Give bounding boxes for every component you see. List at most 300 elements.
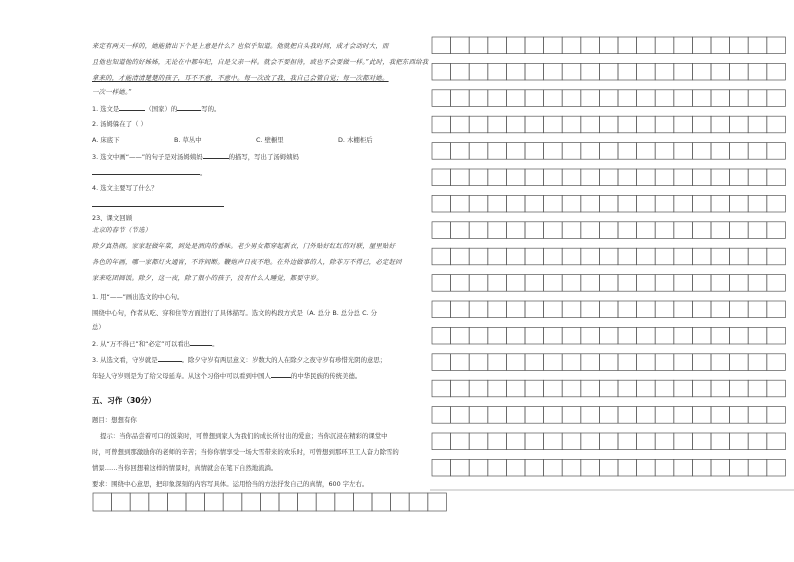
grid-cell[interactable]: [506, 327, 525, 344]
grid-cell[interactable]: [730, 248, 749, 265]
grid-cell[interactable]: [506, 407, 525, 424]
grid-cell[interactable]: [618, 63, 637, 80]
grid-cell[interactable]: [525, 327, 544, 344]
grid-cell[interactable]: [599, 169, 618, 186]
grid-cell[interactable]: [451, 90, 470, 107]
grid-cell[interactable]: [748, 169, 767, 186]
grid-cell[interactable]: [525, 433, 544, 450]
grid-cell[interactable]: [618, 116, 637, 133]
grid-cell[interactable]: [525, 169, 544, 186]
grid-cell[interactable]: [451, 116, 470, 133]
grid-cell[interactable]: [767, 407, 786, 424]
grid-cell[interactable]: [562, 459, 581, 476]
grid-cell[interactable]: [525, 143, 544, 160]
grid-cell[interactable]: [562, 354, 581, 371]
grid-cell[interactable]: [562, 433, 581, 450]
grid-cell[interactable]: [469, 407, 488, 424]
grid-cell[interactable]: [655, 407, 674, 424]
grid-cell[interactable]: [637, 327, 656, 344]
writing-grid[interactable]: [430, 33, 794, 495]
grid-cell[interactable]: [748, 248, 767, 265]
grid-cell[interactable]: [562, 407, 581, 424]
grid-cell[interactable]: [432, 248, 451, 265]
answer-blank[interactable]: [158, 355, 182, 362]
grid-cell[interactable]: [432, 407, 451, 424]
grid-cell[interactable]: [618, 195, 637, 212]
grid-cell[interactable]: [544, 63, 563, 80]
grid-cell[interactable]: [562, 380, 581, 397]
grid-cell[interactable]: [674, 90, 693, 107]
grid-cell[interactable]: [767, 275, 786, 292]
grid-cell[interactable]: [599, 143, 618, 160]
grid-cell[interactable]: [730, 275, 749, 292]
grid-cell[interactable]: [730, 222, 749, 239]
grid-cell[interactable]: [767, 169, 786, 186]
grid-cell[interactable]: [674, 248, 693, 265]
grid-cell[interactable]: [298, 493, 317, 511]
grid-cell[interactable]: [599, 63, 618, 80]
grid-cell[interactable]: [432, 327, 451, 344]
grid-cell[interactable]: [674, 407, 693, 424]
grid-cell[interactable]: [432, 90, 451, 107]
grid-cell[interactable]: [730, 169, 749, 186]
grid-cell[interactable]: [451, 143, 470, 160]
grid-cell[interactable]: [748, 195, 767, 212]
grid-cell[interactable]: [506, 63, 525, 80]
grid-cell[interactable]: [581, 37, 600, 54]
grid-cell[interactable]: [618, 169, 637, 186]
grid-cell[interactable]: [506, 433, 525, 450]
grid-cell[interactable]: [428, 493, 447, 511]
grid-cell[interactable]: [711, 459, 730, 476]
grid-cell[interactable]: [730, 116, 749, 133]
grid-cell[interactable]: [506, 222, 525, 239]
grid-cell[interactable]: [432, 195, 451, 212]
grid-cell[interactable]: [767, 354, 786, 371]
grid-cell[interactable]: [655, 63, 674, 80]
grid-cell[interactable]: [674, 354, 693, 371]
grid-cell[interactable]: [544, 169, 563, 186]
grid-cell[interactable]: [488, 169, 507, 186]
grid-cell[interactable]: [748, 301, 767, 318]
grid-cell[interactable]: [451, 459, 470, 476]
grid-cell[interactable]: [451, 380, 470, 397]
grid-cell[interactable]: [637, 301, 656, 318]
grid-cell[interactable]: [544, 116, 563, 133]
grid-cell[interactable]: [506, 354, 525, 371]
grid-cell[interactable]: [767, 195, 786, 212]
grid-cell[interactable]: [469, 327, 488, 344]
grid-cell[interactable]: [674, 116, 693, 133]
grid-cell[interactable]: [599, 407, 618, 424]
grid-cell[interactable]: [637, 222, 656, 239]
grid-cell[interactable]: [730, 63, 749, 80]
grid-cell[interactable]: [767, 301, 786, 318]
grid-cell[interactable]: [562, 275, 581, 292]
grid-cell[interactable]: [488, 37, 507, 54]
grid-cell[interactable]: [637, 169, 656, 186]
grid-cell[interactable]: [432, 143, 451, 160]
grid-cell[interactable]: [692, 380, 711, 397]
grid-cell[interactable]: [637, 354, 656, 371]
grid-cell[interactable]: [730, 90, 749, 107]
grid-cell[interactable]: [655, 327, 674, 344]
grid-cell[interactable]: [93, 493, 112, 511]
grid-cell[interactable]: [618, 143, 637, 160]
grid-cell[interactable]: [469, 248, 488, 265]
grid-cell[interactable]: [544, 407, 563, 424]
grid-cell[interactable]: [637, 143, 656, 160]
grid-cell[interactable]: [748, 143, 767, 160]
grid-cell[interactable]: [488, 143, 507, 160]
option-d[interactable]: D. 木棚柜后: [338, 136, 373, 144]
grid-cell[interactable]: [432, 222, 451, 239]
grid-cell[interactable]: [711, 433, 730, 450]
grid-cell[interactable]: [506, 169, 525, 186]
grid-cell[interactable]: [451, 301, 470, 318]
grid-cell[interactable]: [506, 37, 525, 54]
grid-cell[interactable]: [469, 301, 488, 318]
grid-cell[interactable]: [748, 407, 767, 424]
grid-cell[interactable]: [525, 63, 544, 80]
grid-cell[interactable]: [599, 116, 618, 133]
grid-cell[interactable]: [674, 459, 693, 476]
grid-cell[interactable]: [432, 37, 451, 54]
grid-cell[interactable]: [692, 248, 711, 265]
grid-cell[interactable]: [544, 195, 563, 212]
grid-cell[interactable]: [618, 248, 637, 265]
grid-cell[interactable]: [544, 301, 563, 318]
grid-cell[interactable]: [242, 493, 261, 511]
grid-cell[interactable]: [544, 222, 563, 239]
grid-cell[interactable]: [525, 407, 544, 424]
grid-cell[interactable]: [562, 90, 581, 107]
grid-cell[interactable]: [469, 63, 488, 80]
grid-cell[interactable]: [674, 169, 693, 186]
grid-cell[interactable]: [748, 37, 767, 54]
grid-cell[interactable]: [730, 433, 749, 450]
grid-cell[interactable]: [618, 90, 637, 107]
grid-cell[interactable]: [581, 407, 600, 424]
grid-cell[interactable]: [562, 37, 581, 54]
grid-cell[interactable]: [655, 275, 674, 292]
grid-cell[interactable]: [469, 143, 488, 160]
grid-cell[interactable]: [637, 63, 656, 80]
grid-cell[interactable]: [451, 195, 470, 212]
grid-cell[interactable]: [767, 459, 786, 476]
grid-cell[interactable]: [488, 222, 507, 239]
grid-cell[interactable]: [581, 380, 600, 397]
grid-cell[interactable]: [674, 195, 693, 212]
grid-cell[interactable]: [432, 275, 451, 292]
grid-cell[interactable]: [544, 37, 563, 54]
grid-cell[interactable]: [599, 433, 618, 450]
grid-cell[interactable]: [655, 301, 674, 318]
grid-cell[interactable]: [599, 195, 618, 212]
grid-cell[interactable]: [730, 407, 749, 424]
grid-cell[interactable]: [599, 248, 618, 265]
grid-cell[interactable]: [637, 37, 656, 54]
grid-cell[interactable]: [488, 90, 507, 107]
grid-cell[interactable]: [711, 222, 730, 239]
grid-cell[interactable]: [674, 63, 693, 80]
grid-cell[interactable]: [506, 275, 525, 292]
grid-cell[interactable]: [525, 301, 544, 318]
grid-cell[interactable]: [544, 459, 563, 476]
grid-cell[interactable]: [730, 459, 749, 476]
grid-cell[interactable]: [767, 380, 786, 397]
grid-cell[interactable]: [711, 354, 730, 371]
grid-cell[interactable]: [544, 248, 563, 265]
grid-cell[interactable]: [391, 493, 410, 511]
grid-cell[interactable]: [544, 275, 563, 292]
grid-cell[interactable]: [692, 90, 711, 107]
grid-cell[interactable]: [692, 63, 711, 80]
grid-cell[interactable]: [618, 433, 637, 450]
grid-cell[interactable]: [544, 433, 563, 450]
grid-cell[interactable]: [692, 37, 711, 54]
grid-cell[interactable]: [544, 90, 563, 107]
grid-cell[interactable]: [432, 63, 451, 80]
grid-cell[interactable]: [618, 459, 637, 476]
grid-cell[interactable]: [506, 459, 525, 476]
grid-cell[interactable]: [451, 407, 470, 424]
grid-cell[interactable]: [525, 90, 544, 107]
grid-cell[interactable]: [711, 301, 730, 318]
grid-cell[interactable]: [279, 493, 298, 511]
grid-cell[interactable]: [748, 222, 767, 239]
grid-cell[interactable]: [637, 90, 656, 107]
grid-cell[interactable]: [432, 116, 451, 133]
grid-cell[interactable]: [581, 195, 600, 212]
grid-cell[interactable]: [562, 248, 581, 265]
answer-blank[interactable]: [203, 152, 229, 159]
grid-cell[interactable]: [692, 195, 711, 212]
grid-cell[interactable]: [581, 433, 600, 450]
grid-cell[interactable]: [730, 354, 749, 371]
grid-cell[interactable]: [525, 354, 544, 371]
grid-cell[interactable]: [748, 116, 767, 133]
grid-cell[interactable]: [451, 37, 470, 54]
grid-cell[interactable]: [748, 275, 767, 292]
grid-cell[interactable]: [581, 222, 600, 239]
option-b[interactable]: B. 草丛中: [174, 136, 202, 144]
grid-cell[interactable]: [748, 354, 767, 371]
grid-cell[interactable]: [469, 37, 488, 54]
grid-cell[interactable]: [711, 380, 730, 397]
grid-cell[interactable]: [730, 143, 749, 160]
grid-cell[interactable]: [432, 459, 451, 476]
grid-cell[interactable]: [655, 459, 674, 476]
grid-cell[interactable]: [692, 459, 711, 476]
grid-cell[interactable]: [506, 195, 525, 212]
grid-cell[interactable]: [432, 354, 451, 371]
grid-cell[interactable]: [488, 63, 507, 80]
grid-cell[interactable]: [469, 459, 488, 476]
grid-cell[interactable]: [525, 459, 544, 476]
grid-cell[interactable]: [488, 380, 507, 397]
grid-cell[interactable]: [711, 169, 730, 186]
grid-cell[interactable]: [655, 90, 674, 107]
grid-cell[interactable]: [767, 327, 786, 344]
grid-cell[interactable]: [488, 195, 507, 212]
grid-cell[interactable]: [544, 380, 563, 397]
grid-cell[interactable]: [767, 116, 786, 133]
grid-cell[interactable]: [451, 354, 470, 371]
grid-cell[interactable]: [506, 380, 525, 397]
grid-cell[interactable]: [674, 433, 693, 450]
grid-cell[interactable]: [581, 327, 600, 344]
grid-cell[interactable]: [469, 354, 488, 371]
grid-cell[interactable]: [506, 248, 525, 265]
grid-cell[interactable]: [618, 222, 637, 239]
grid-cell[interactable]: [767, 90, 786, 107]
grid-cell[interactable]: [432, 169, 451, 186]
grid-cell[interactable]: [451, 433, 470, 450]
grid-cell[interactable]: [112, 493, 131, 511]
grid-cell[interactable]: [432, 301, 451, 318]
answer-blank[interactable]: [190, 339, 212, 346]
grid-cell[interactable]: [488, 407, 507, 424]
grid-cell[interactable]: [711, 63, 730, 80]
grid-cell[interactable]: [581, 459, 600, 476]
grid-cell[interactable]: [451, 169, 470, 186]
writing-grid-strip[interactable]: [92, 492, 460, 514]
grid-cell[interactable]: [618, 354, 637, 371]
grid-cell[interactable]: [655, 37, 674, 54]
grid-cell[interactable]: [599, 90, 618, 107]
grid-cell[interactable]: [692, 354, 711, 371]
grid-cell[interactable]: [748, 459, 767, 476]
grid-cell[interactable]: [692, 275, 711, 292]
grid-cell[interactable]: [149, 493, 168, 511]
grid-cell[interactable]: [488, 301, 507, 318]
grid-cell[interactable]: [581, 275, 600, 292]
grid-cell[interactable]: [599, 301, 618, 318]
grid-cell[interactable]: [692, 222, 711, 239]
grid-cell[interactable]: [637, 195, 656, 212]
grid-cell[interactable]: [581, 143, 600, 160]
grid-cell[interactable]: [711, 407, 730, 424]
grid-cell[interactable]: [469, 433, 488, 450]
grid-cell[interactable]: [637, 433, 656, 450]
grid-cell[interactable]: [525, 380, 544, 397]
grid-cell[interactable]: [674, 143, 693, 160]
grid-cell[interactable]: [618, 301, 637, 318]
grid-cell[interactable]: [562, 301, 581, 318]
grid-cell[interactable]: [655, 380, 674, 397]
grid-cell[interactable]: [451, 63, 470, 80]
grid-cell[interactable]: [525, 275, 544, 292]
grid-cell[interactable]: [525, 195, 544, 212]
grid-cell[interactable]: [562, 327, 581, 344]
grid-cell[interactable]: [451, 222, 470, 239]
grid-cell[interactable]: [562, 222, 581, 239]
grid-cell[interactable]: [260, 493, 279, 511]
grid-cell[interactable]: [581, 354, 600, 371]
grid-cell[interactable]: [599, 327, 618, 344]
grid-cell[interactable]: [730, 195, 749, 212]
grid-cell[interactable]: [692, 116, 711, 133]
grid-cell[interactable]: [469, 222, 488, 239]
grid-cell[interactable]: [711, 143, 730, 160]
option-c[interactable]: C. 壁橱里: [256, 136, 284, 144]
grid-cell[interactable]: [488, 116, 507, 133]
grid-cell[interactable]: [599, 222, 618, 239]
grid-cell[interactable]: [506, 143, 525, 160]
grid-cell[interactable]: [488, 248, 507, 265]
grid-cell[interactable]: [674, 222, 693, 239]
grid-cell[interactable]: [599, 275, 618, 292]
grid-cell[interactable]: [711, 275, 730, 292]
grid-cell[interactable]: [469, 275, 488, 292]
grid-cell[interactable]: [599, 380, 618, 397]
grid-cell[interactable]: [748, 433, 767, 450]
grid-cell[interactable]: [692, 301, 711, 318]
grid-cell[interactable]: [506, 301, 525, 318]
grid-cell[interactable]: [767, 433, 786, 450]
grid-cell[interactable]: [730, 380, 749, 397]
grid-cell[interactable]: [711, 195, 730, 212]
grid-cell[interactable]: [167, 493, 186, 511]
grid-cell[interactable]: [674, 275, 693, 292]
grid-cell[interactable]: [451, 275, 470, 292]
grid-cell[interactable]: [544, 354, 563, 371]
grid-cell[interactable]: [205, 493, 224, 511]
grid-cell[interactable]: [637, 459, 656, 476]
grid-cell[interactable]: [711, 116, 730, 133]
grid-cell[interactable]: [618, 327, 637, 344]
grid-cell[interactable]: [618, 275, 637, 292]
grid-cell[interactable]: [525, 116, 544, 133]
grid-cell[interactable]: [655, 248, 674, 265]
grid-cell[interactable]: [581, 90, 600, 107]
grid-cell[interactable]: [711, 37, 730, 54]
grid-cell[interactable]: [525, 37, 544, 54]
grid-cell[interactable]: [581, 301, 600, 318]
grid-cell[interactable]: [692, 327, 711, 344]
grid-cell[interactable]: [692, 143, 711, 160]
answer-blank[interactable]: [92, 200, 224, 207]
grid-cell[interactable]: [488, 275, 507, 292]
grid-cell[interactable]: [767, 248, 786, 265]
grid-cell[interactable]: [469, 116, 488, 133]
grid-cell[interactable]: [488, 354, 507, 371]
grid-cell[interactable]: [432, 433, 451, 450]
grid-cell[interactable]: [469, 380, 488, 397]
grid-cell[interactable]: [674, 380, 693, 397]
answer-blank[interactable]: [271, 371, 291, 378]
grid-cell[interactable]: [748, 90, 767, 107]
grid-cell[interactable]: [655, 354, 674, 371]
grid-cell[interactable]: [692, 169, 711, 186]
answer-blank[interactable]: [177, 104, 201, 111]
grid-cell[interactable]: [353, 493, 372, 511]
grid-cell[interactable]: [506, 116, 525, 133]
grid-cell[interactable]: [562, 195, 581, 212]
grid-cell[interactable]: [562, 116, 581, 133]
grid-cell[interactable]: [544, 327, 563, 344]
grid-cell[interactable]: [730, 37, 749, 54]
grid-cell[interactable]: [674, 327, 693, 344]
grid-cell[interactable]: [618, 380, 637, 397]
grid-cell[interactable]: [469, 169, 488, 186]
grid-cell[interactable]: [451, 248, 470, 265]
grid-cell[interactable]: [562, 169, 581, 186]
answer-blank[interactable]: [119, 104, 145, 111]
grid-cell[interactable]: [544, 143, 563, 160]
grid-cell[interactable]: [525, 222, 544, 239]
